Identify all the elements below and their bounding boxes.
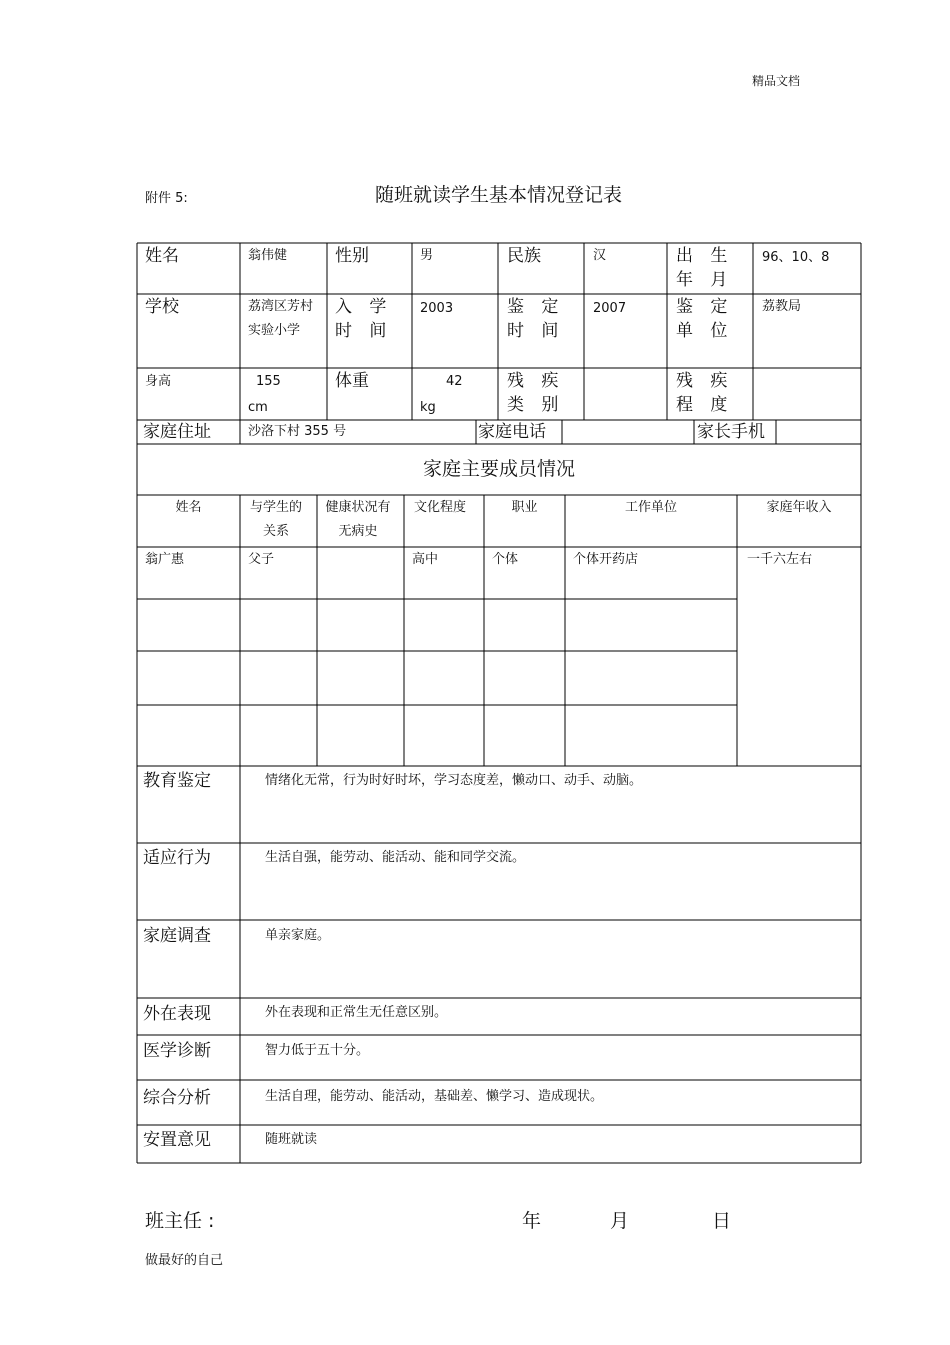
address-label: 家庭住址 [143, 422, 211, 442]
appearance-text: 外在表现和正常生无任意区别。 [265, 1005, 448, 1020]
assess-time-label: 鉴 定 时 间 [507, 297, 565, 341]
family-section-title: 家庭主要成员情况 [422, 458, 575, 480]
date-day-label: 日 [712, 1210, 732, 1232]
name-value: 翁伟健 [248, 248, 288, 263]
name-label: 姓名 [145, 246, 179, 266]
mobile-label: 家长手机 [697, 422, 765, 442]
medical-diagnosis-text: 智力低于五十分。 [265, 1043, 370, 1058]
education-assessment-text: 情绪化无常，行为时好时坏，学习态度差，懒动口、动手、动脑。 [265, 773, 643, 788]
school-label: 学校 [145, 297, 179, 317]
height-label: 身高 [145, 374, 172, 389]
family-member-education: 高中 [412, 552, 439, 567]
assess-unit-value: 荔教局 [762, 299, 802, 314]
height-value: 155 [256, 374, 281, 389]
attachment-label: 附件 5: [145, 191, 188, 206]
birth-label: 出 生 年 月 [676, 246, 734, 290]
family-survey-label: 家庭调查 [143, 926, 211, 946]
family-header-income: 家庭年收入 [766, 500, 832, 515]
gender-value: 男 [420, 248, 434, 263]
address-value: 沙洛下村 355 号 [248, 424, 347, 439]
watermark-text: 精品文档 [752, 74, 801, 88]
family-member-workplace: 个体开药店 [573, 552, 639, 567]
assess-time-value: 2007 [593, 301, 627, 316]
disability-type-label: 残 疾 类 别 [507, 371, 565, 415]
date-month-label: 月 [610, 1210, 630, 1232]
date-year-label: 年 [522, 1210, 542, 1232]
family-annual-income: 一千六左右 [747, 552, 813, 567]
family-member-name: 翁广惠 [145, 552, 185, 567]
family-member-relation: 父子 [248, 552, 275, 567]
weight-label: 体重 [335, 371, 369, 391]
family-header-education: 文化程度 [413, 500, 466, 515]
family-survey-text: 单亲家庭。 [265, 928, 331, 943]
placement-text: 随班就读 [265, 1132, 318, 1147]
family-header-occupation: 职业 [511, 500, 538, 515]
school-value: 荔湾区芳村实验小学 [248, 299, 314, 338]
appearance-label: 外在表现 [143, 1004, 211, 1024]
weight-value: 42 [446, 374, 463, 389]
page-title: 随班就读学生基本情况登记表 [375, 184, 623, 206]
phone-label: 家庭电话 [478, 422, 546, 442]
family-header-name: 姓名 [175, 500, 202, 515]
gender-label: 性别 [335, 246, 369, 266]
family-header-health: 健康状况有无病史 [325, 500, 391, 539]
family-header-relation: 与学生的关系 [249, 500, 302, 539]
ethnicity-label: 民族 [507, 246, 541, 266]
teacher-label: 班主任 : [145, 1210, 215, 1232]
placement-label: 安置意见 [143, 1130, 211, 1150]
assess-unit-label: 鉴 定 单 位 [676, 297, 734, 341]
adaptive-behavior-label: 适应行为 [143, 848, 211, 868]
footer-slogan: 做最好的自己 [145, 1253, 224, 1268]
medical-diagnosis-label: 医学诊断 [143, 1041, 211, 1061]
ethnicity-value: 汉 [593, 248, 607, 263]
adaptive-behavior-text: 生活自强，能劳动、能活动、能和同学交流。 [265, 850, 526, 865]
disability-level-label: 残 疾 程 度 [676, 371, 734, 415]
entry-label: 入 学 时 间 [335, 297, 393, 341]
family-member-occupation: 个体 [492, 552, 519, 567]
family-header-workplace: 工作单位 [624, 500, 677, 515]
comprehensive-analysis-text: 生活自理，能劳动、能活动，基础差、懒学习、造成现状。 [265, 1089, 604, 1104]
birth-value: 96、10、8 [762, 250, 830, 265]
comprehensive-analysis-label: 综合分析 [143, 1088, 211, 1108]
education-assessment-label: 教育鉴定 [143, 771, 211, 791]
entry-value: 2003 [420, 301, 454, 316]
height-unit: cm [248, 400, 268, 415]
weight-unit: kg [420, 400, 436, 415]
